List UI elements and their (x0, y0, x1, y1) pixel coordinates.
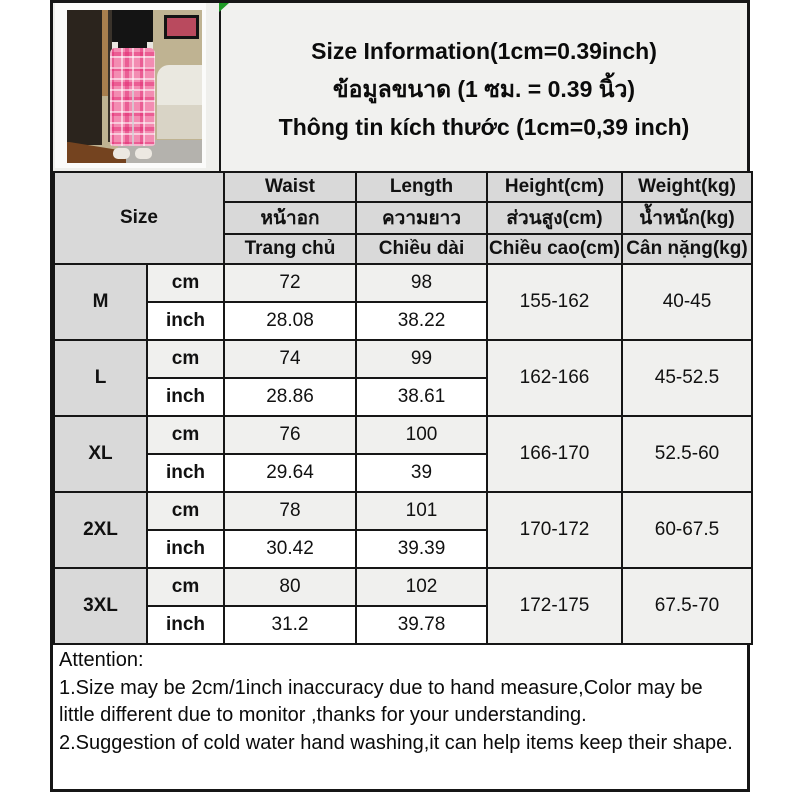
attention-note (53, 645, 747, 789)
col-header-height-vi: Chiều cao(cm) (487, 234, 622, 264)
waist-cm-2xl: 78 (224, 492, 356, 530)
top-row (53, 3, 747, 171)
length-cm-3xl: 102 (356, 568, 487, 606)
waist-inch-3xl: 31.2 (224, 606, 356, 644)
size-label-3xl: 3XL (54, 568, 147, 644)
col-header-length-vi: Chiều dài (356, 234, 487, 264)
title-line-en: Size Information(1cm=0.39inch) (311, 38, 657, 64)
unit-label-inch: inch (147, 530, 224, 568)
unit-label-inch: inch (147, 378, 224, 416)
attention-heading: Attention: (59, 649, 144, 671)
waist-inch-xl: 29.64 (224, 454, 356, 492)
unit-label-inch: inch (147, 606, 224, 644)
title-line-th: ข้อมูลขนาด (1 ซม. = 0.39 นิ้ว) (332, 76, 636, 102)
unit-label-inch: inch (147, 454, 224, 492)
length-inch-xl: 39 (356, 454, 487, 492)
col-header-height-en: Height(cm) (487, 172, 622, 202)
size-sheet (50, 0, 750, 792)
waist-cm-l: 74 (224, 340, 356, 378)
weight-m: 40-45 (622, 264, 752, 340)
picture-frame (164, 15, 199, 39)
bed-base (157, 105, 202, 139)
unit-label-cm: cm (147, 264, 224, 302)
length-inch-3xl: 39.78 (356, 606, 487, 644)
height-xl: 166-170 (487, 416, 622, 492)
col-header-waist-vi: Trang chủ (224, 234, 356, 264)
length-cm-m: 98 (356, 264, 487, 302)
size-label-xl: XL (54, 416, 147, 492)
size-table (53, 171, 753, 645)
waist-inch-l: 28.86 (224, 378, 356, 416)
height-l: 162-166 (487, 340, 622, 416)
waist-cm-3xl: 80 (224, 568, 356, 606)
weight-xl: 52.5-60 (622, 416, 752, 492)
waist-inch-m: 28.08 (224, 302, 356, 340)
size-label-l: L (54, 340, 147, 416)
length-inch-m: 38.22 (356, 302, 487, 340)
title-line-vi: Thông tin kích thước (1cm=0,39 inch) (278, 114, 690, 140)
weight-3xl: 67.5-70 (622, 568, 752, 644)
wardrobe (67, 10, 102, 145)
col-header-weight-th: น้ำหนัก(kg) (622, 202, 752, 234)
length-cm-l: 99 (356, 340, 487, 378)
length-cm-xl: 100 (356, 416, 487, 454)
weight-2xl: 60-67.5 (622, 492, 752, 568)
product-photo (67, 10, 202, 163)
attention-note-1: 1.Size may be 2cm/1inch inaccuracy due to hand measure,Color may be little different due to monitor ,thanks for your understanding. (59, 676, 703, 727)
sneaker-right (135, 148, 153, 159)
col-header-height-th: ส่วนสูง(cm) (487, 202, 622, 234)
col-header-weight-en: Weight(kg) (622, 172, 752, 202)
length-cm-2xl: 101 (356, 492, 487, 530)
waist-cm-m: 72 (224, 264, 356, 302)
product-photo-cell (53, 3, 221, 171)
col-header-weight-vi: Cân nặng(kg) (622, 234, 752, 264)
col-header-length-en: Length (356, 172, 487, 202)
waist-cm-xl: 76 (224, 416, 356, 454)
weight-l: 45-52.5 (622, 340, 752, 416)
waist-inch-2xl: 30.42 (224, 530, 356, 568)
green-corner-marker (219, 3, 229, 12)
length-inch-l: 38.61 (356, 378, 487, 416)
unit-label-cm: cm (147, 492, 224, 530)
size-header-cell: Size (54, 172, 224, 264)
photo-matte (55, 3, 206, 168)
col-header-waist-th: หน้าอก (224, 202, 356, 234)
pants-seam (132, 90, 135, 147)
sneaker-left (113, 148, 131, 159)
size-label-m: M (54, 264, 147, 340)
size-label-2xl: 2XL (54, 492, 147, 568)
unit-label-cm: cm (147, 568, 224, 606)
unit-label-cm: cm (147, 340, 224, 378)
length-inch-2xl: 39.39 (356, 530, 487, 568)
size-info-title (221, 3, 747, 171)
unit-label-inch: inch (147, 302, 224, 340)
unit-label-cm: cm (147, 416, 224, 454)
height-m: 155-162 (487, 264, 622, 340)
attention-note-2: 2.Suggestion of cold water hand washing,it can help items keep their shape. (59, 731, 733, 754)
col-header-waist-en: Waist (224, 172, 356, 202)
height-3xl: 172-175 (487, 568, 622, 644)
height-2xl: 170-172 (487, 492, 622, 568)
col-header-length-th: ความยาว (356, 202, 487, 234)
